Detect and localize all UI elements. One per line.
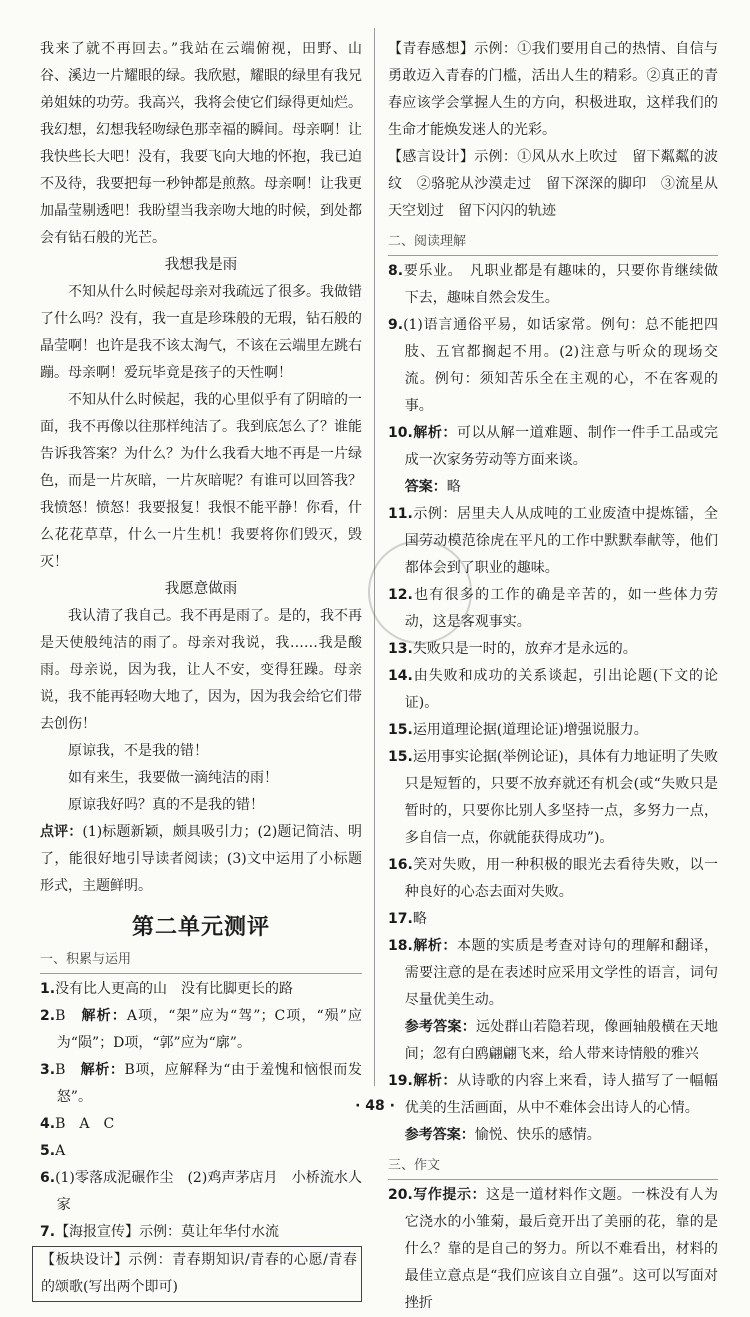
column-divider — [374, 28, 375, 1086]
answer-item: 8.要乐业。 凡职业都是有趣味的，只要你肯继续做下去，趣味自然会发生。 — [388, 263, 718, 306]
answer-item: 1.没有比人更高的山 没有比脚更长的路 — [40, 981, 294, 997]
answer-item: 12.也有很多的工作的确是辛苦的，如一些体力劳动，这是客观事实。 — [388, 587, 718, 630]
section-heading: 三、作文 — [388, 1153, 718, 1180]
answer-item: 6.(1)零落成泥碾作尘 (2)鸡声茅店月 小桥流水人家 — [40, 1170, 362, 1213]
answer-item: 15.运用道理论据(道理论证)增强说服力。 — [388, 722, 648, 738]
answer-item: 16.笑对失败，用一种积极的眼光去看待失败，以一种良好的心态去面对失败。 — [388, 857, 718, 900]
answer-sub: 参考答案：远处群山若隐若现，像画轴般横在天地间；忽有白鸥翩翩飞来，给人带来诗情般的雅兴 — [404, 1019, 719, 1062]
answer-item: 7.【海报宣传】示例：莫让年华付水流 — [40, 1224, 280, 1240]
answer-item: 19.解析：从诗歌的内容上来看，诗人描写了一幅幅优美的生活画面，从中不难体会出诗人的心情。 — [388, 1073, 719, 1116]
essay-paragraph: 我认清了我自己。我不再是雨了。是的，我不再是天使般纯洁的雨了。母亲对我说，我……我是酸雨。母亲说，因为我，让人不安，变得狂躁。母亲说，我不能再轻吻大地了，因为，因为我会给它们带去创伤！ — [40, 608, 362, 732]
youth-thoughts: 【青春感想】示例：①我们要用自己的热情、自信与勇敢迈入青春的门槛，活出人生的精彩。②真正的青春应该学会掌握人生的方向，积极进取，这样我们的生命才能焕发迷人的光彩。 — [388, 41, 719, 138]
essay-paragraph: 原谅我好吗？真的不是我的错！ — [68, 797, 264, 813]
essay-paragraph: 原谅我，不是我的错！ — [68, 743, 208, 759]
answer-item: 15.运用事实论据(举例论证)，具体有力地证明了失败只是短暂的，只要不放弃就还有机会(或“失败只是暂时的，只要你比别人多坚持一点，多努力一点，多自信一点，你就能获得成功”)。 — [388, 749, 718, 846]
answer-item: 2.B 解析：A项，“架”应为“驾”；C项，“殒”应为“陨”；D项，“郭”应为“廓”。 — [40, 1008, 363, 1051]
answer-item: 17.略 — [388, 911, 427, 927]
answer-item: 9.(1)语言通俗平易，如话家常。例句：总不能把四肢、五官都搁起不用。(2)注意与听众的现场交流。例句：须知苦乐全在主观的心，不在客观的事。 — [388, 317, 718, 414]
block-design: 【板块设计】示例：青春期知识/青春的心愿/青春的颂歌(写出两个即可) — [32, 1246, 362, 1302]
essay-paragraph: 如有来生，我要做一滴纯洁的雨！ — [68, 770, 278, 786]
answer-sub: 参考答案：愉悦、快乐的感情。 — [404, 1127, 601, 1143]
answer-item: 5.A — [40, 1143, 66, 1159]
section-heading: 二、阅读理解 — [388, 229, 718, 256]
comment-label: 点评： — [40, 824, 83, 840]
unit-title: 第二单元测评 — [131, 915, 270, 940]
answer-item: 18.解析：本题的实质是考查对诗句的理解和翻译，需要注意的是在表述时应采用文学性的语言，词句尽量优美生动。 — [388, 938, 719, 1008]
essay-subtitle: 我愿意做雨 — [164, 581, 238, 597]
comment — [40, 819, 362, 900]
section-heading: 一、积累与运用 — [40, 947, 362, 974]
answer-item: 20.写作提示：这是一道材料作文题。一株没有人为它浇水的小雏菊，最后竟开出了美丽的花，靠的是什么？靠的是自己的努力。所以不难看出，材料的最佳立意点是“我们应该自立自强”。这可以写面对挫折 — [388, 1187, 719, 1311]
essay-paragraph: 不知从什么时候起母亲对我疏远了很多。我做错了什么吗？没有，我一直是珍珠般的无瑕，钻石般的晶莹啊！也许是我不该太淘气，不该在云端里左跳右蹦。母亲啊！爱玩毕竟是孩子的天性啊！ — [40, 284, 362, 381]
page-number: · 48 · — [355, 1098, 395, 1114]
right-column — [388, 36, 718, 1317]
answer-item: 14.由失败和成功的关系谈起，引出论题(下文的论证)。 — [388, 668, 718, 711]
stamp-seal — [368, 540, 472, 644]
answer-item: 11.示例：居里夫人从成吨的工业废渣中提炼镭，全国劳动模范徐虎在平凡的工作中默默奉献等，他们都体会到了职业的趣味。 — [388, 506, 718, 576]
answer-item: 10.解析：可以从解一道难题、制作一件手工品或完成一次家务劳动等方面来谈。 — [388, 425, 719, 468]
slogan-design: 【感言设计】示例：①风从水上吹过 留下粼粼的波纹 ②骆驼从沙漠走过 留下深深的脚印 ③流星从天空划过 留下闪闪的轨迹 — [388, 149, 719, 219]
answer-item: 13.失败只是一时的，放弃才是永远的。 — [388, 641, 637, 657]
comment-text: (1)标题新颖，颇具吸引力；(2)题记简洁、明了，能很好地引导读者阅读；(3)文中运用了小标题形式，主题鲜明。 — [40, 824, 362, 894]
essay-paragraph: 不知从什么时候起，我的心里似乎有了阴暗的一面，我不再像以往那样纯洁了。我到底怎么了？谁能告诉我答案？为什么？为什么我看大地不再是一片绿色，而是一片灰暗，一片灰暗呢？有谁可以回答我？我愤怒！愤怒！我要报复！我恨不能平静！你看，什么花花草草，什么一片生机！我要将你们毁灭，毁灭！ — [40, 392, 362, 570]
essay-paragraph: 我来了就不再回去。”我站在云端俯视，田野、山谷、溪边一片耀眼的绿。我欣慰，耀眼的绿里有我兄弟姐妹的功劳。我高兴，我将会使它们绿得更灿烂。我幻想，幻想我轻吻绿色那幸福的瞬间。母亲啊！让我快些长大吧！没有，我要飞向大地的怀抱，我已迫不及待，我要把每一秒钟都是煎熬。母亲啊！让我更加晶莹剔透吧！我盼望当我亲吻大地的时候，到处都会有钻石般的光芒。 — [40, 41, 362, 246]
answer-sub: 答案：略 — [404, 479, 461, 495]
answer-item: 4.B A C — [40, 1116, 115, 1132]
essay-subtitle: 我想我是雨 — [164, 257, 238, 273]
answer-item: 3.B 解析：B项，应解释为“由于羞愧和恼恨而发怒”。 — [40, 1062, 363, 1105]
